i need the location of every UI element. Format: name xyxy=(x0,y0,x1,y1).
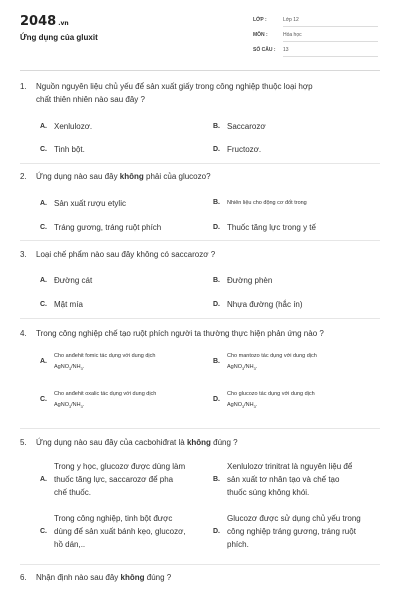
option-letter: D. xyxy=(213,146,220,153)
option-d[interactable] xyxy=(213,389,383,415)
question-text-pre: Ứng dụng nào sau đây xyxy=(36,172,120,181)
question-text-post: đúng ? xyxy=(144,573,172,582)
option-text: Đường phèn xyxy=(227,276,273,285)
option-letter: C. xyxy=(40,301,47,308)
option-text: Đường cát xyxy=(54,276,93,285)
option-text xyxy=(227,512,361,551)
option-letter: A. xyxy=(40,277,47,284)
meta-count-key: SỐ CÂU : xyxy=(253,47,276,53)
option-text-line: Cho glucozo tác dụng với dung dịch xyxy=(227,391,315,397)
question-text-pre: Ứng dụng nào sau đây của cacbohiđrat là xyxy=(36,438,187,447)
option-text-line: thuốc súng không khói. xyxy=(227,488,310,497)
option-text: Tráng gương, tráng ruột phích xyxy=(54,223,162,232)
option-text-line: dùng để sản xuất bánh kẹo, glucozơ, xyxy=(54,527,186,536)
option-c[interactable] xyxy=(40,389,210,415)
question-number: 6. xyxy=(20,573,27,582)
question-divider xyxy=(20,163,380,164)
option-text-formula: $AgNO_3/NH_3$. xyxy=(54,402,85,410)
option-text-line: hồ dán,.. xyxy=(54,540,86,549)
option-text: Sản xuất rượu etylic xyxy=(54,199,126,208)
option-letter: A. xyxy=(40,358,47,365)
option-text: Fructozơ. xyxy=(227,145,262,154)
question-text xyxy=(36,170,381,183)
option-letter: D. xyxy=(213,301,220,308)
option-text-line: Cho anđehit oxalic tác dụng với dung dịch xyxy=(54,391,157,397)
question-text-post: đúng ? xyxy=(210,438,238,447)
question-text xyxy=(36,80,381,106)
question-text: Trong công nghiệp chế tạo ruột phích người ta thường thực hiện phản ứng nào ? xyxy=(36,329,324,338)
logo-sub: .vn xyxy=(58,20,69,27)
question-text-emphasis: không xyxy=(120,573,145,582)
logo-main: 2048 xyxy=(20,14,57,29)
meta-subject-key: MÔN : xyxy=(253,32,268,38)
option-d[interactable] xyxy=(213,512,388,552)
option-text-line: sản xuất tơ nhân tạo và chế tạo xyxy=(227,475,340,484)
option-text xyxy=(54,389,156,411)
question-divider xyxy=(20,240,380,241)
site-logo[interactable] xyxy=(20,14,69,29)
meta-subject xyxy=(253,29,378,43)
option-text xyxy=(227,389,315,411)
option-text: Saccarozơ xyxy=(227,122,266,131)
option-text xyxy=(54,351,155,373)
question-number: 4. xyxy=(20,329,27,338)
option-text-formula: $AgNO_3/NH_3$. xyxy=(54,364,85,372)
option-letter: B. xyxy=(213,123,220,130)
option-letter: C. xyxy=(40,224,47,231)
option-b[interactable] xyxy=(213,460,388,500)
option-text-line: phích. xyxy=(227,540,249,549)
option-letter: B. xyxy=(213,199,220,206)
meta-subject-value: Hóa học xyxy=(283,29,378,42)
option-text-line: Trong y học, glucozơ được dùng làm xyxy=(54,462,186,471)
question-divider xyxy=(20,318,380,319)
option-letter: D. xyxy=(213,396,220,403)
question-text-line: Nguồn nguyên liệu chủ yếu để sản xuất giấy trong công nghiệp thuộc loại hợp xyxy=(36,82,313,91)
option-text xyxy=(54,512,186,551)
meta-class-value: Lớp 12 xyxy=(283,14,378,27)
question-text-emphasis: không xyxy=(119,172,144,181)
question-number: 3. xyxy=(20,250,27,259)
question-number: 1. xyxy=(20,82,27,91)
option-letter: A. xyxy=(40,476,47,483)
option-letter: B. xyxy=(213,277,220,284)
option-letter: B. xyxy=(213,358,220,365)
option-c[interactable] xyxy=(40,512,210,552)
option-text-formula: $AgNO_3/NH_3$. xyxy=(227,364,258,372)
option-text-line: Cho anđehit fomic tác dụng với dung dịch xyxy=(54,353,156,359)
meta-count-value: 13 xyxy=(283,44,378,57)
question-text: Loại chế phẩm nào sau đây không có saccarozơ ? xyxy=(36,250,216,259)
option-text-line: Glucozơ được sử dụng chủ yếu trong xyxy=(227,514,361,523)
option-letter: D. xyxy=(213,224,220,231)
option-text xyxy=(227,351,317,373)
question-number: 2. xyxy=(20,172,27,181)
option-text-line: chế thuốc. xyxy=(54,488,91,497)
question-number: 5. xyxy=(20,438,27,447)
option-a[interactable] xyxy=(40,460,210,500)
question-text-post: phải của glucozo? xyxy=(143,172,211,181)
option-a[interactable] xyxy=(40,351,210,377)
option-text: Xenlulozơ. xyxy=(54,122,93,131)
option-text-line: Trong công nghiệp, tinh bột được xyxy=(54,514,173,523)
option-text-line: thuốc tăng lực, saccarozơ để pha xyxy=(54,475,174,484)
document-title: Ứng dụng của gluxit xyxy=(20,33,98,42)
meta-class-key: LỚP : xyxy=(253,17,267,23)
option-text-line: Xenlulozơ trinitrat là nguyên liệu để xyxy=(227,462,353,471)
meta-count xyxy=(253,44,378,58)
question-text-pre: Nhận định nào sau đây xyxy=(36,573,121,582)
question-text-line: chất thiên nhiên nào sau đây ? xyxy=(36,95,145,104)
option-text: Tinh bột. xyxy=(54,145,85,154)
option-letter: C. xyxy=(40,528,47,535)
option-text: Mật mía xyxy=(54,300,83,309)
question-text xyxy=(36,436,381,449)
option-letter: C. xyxy=(40,396,47,403)
option-letter: B. xyxy=(213,476,220,483)
option-text-line: công nghiệp tráng gương, tráng ruột xyxy=(227,527,356,536)
option-text: Nhựa đường (hắc ín) xyxy=(227,300,303,309)
question-divider xyxy=(20,564,380,565)
page-header xyxy=(0,0,400,64)
option-text: Nhiên liệu cho động cơ đốt trong xyxy=(227,200,307,206)
question-text-emphasis: không xyxy=(186,438,211,447)
question-divider xyxy=(20,428,380,429)
option-letter: A. xyxy=(40,200,47,207)
option-text-line: Cho mantozo tác dụng với dung dịch xyxy=(227,353,317,359)
option-text: Thuốc tăng lực trong y tế xyxy=(227,223,316,232)
option-text xyxy=(54,460,185,499)
meta-class xyxy=(253,14,378,28)
question-text xyxy=(36,571,381,584)
option-letter: D. xyxy=(213,528,220,535)
option-text-formula: $AgNO_3/NH_3$. xyxy=(227,402,258,410)
header-divider xyxy=(20,70,380,71)
option-letter: C. xyxy=(40,146,47,153)
option-letter: A. xyxy=(40,123,47,130)
option-text xyxy=(227,460,352,499)
option-b[interactable] xyxy=(213,351,383,377)
